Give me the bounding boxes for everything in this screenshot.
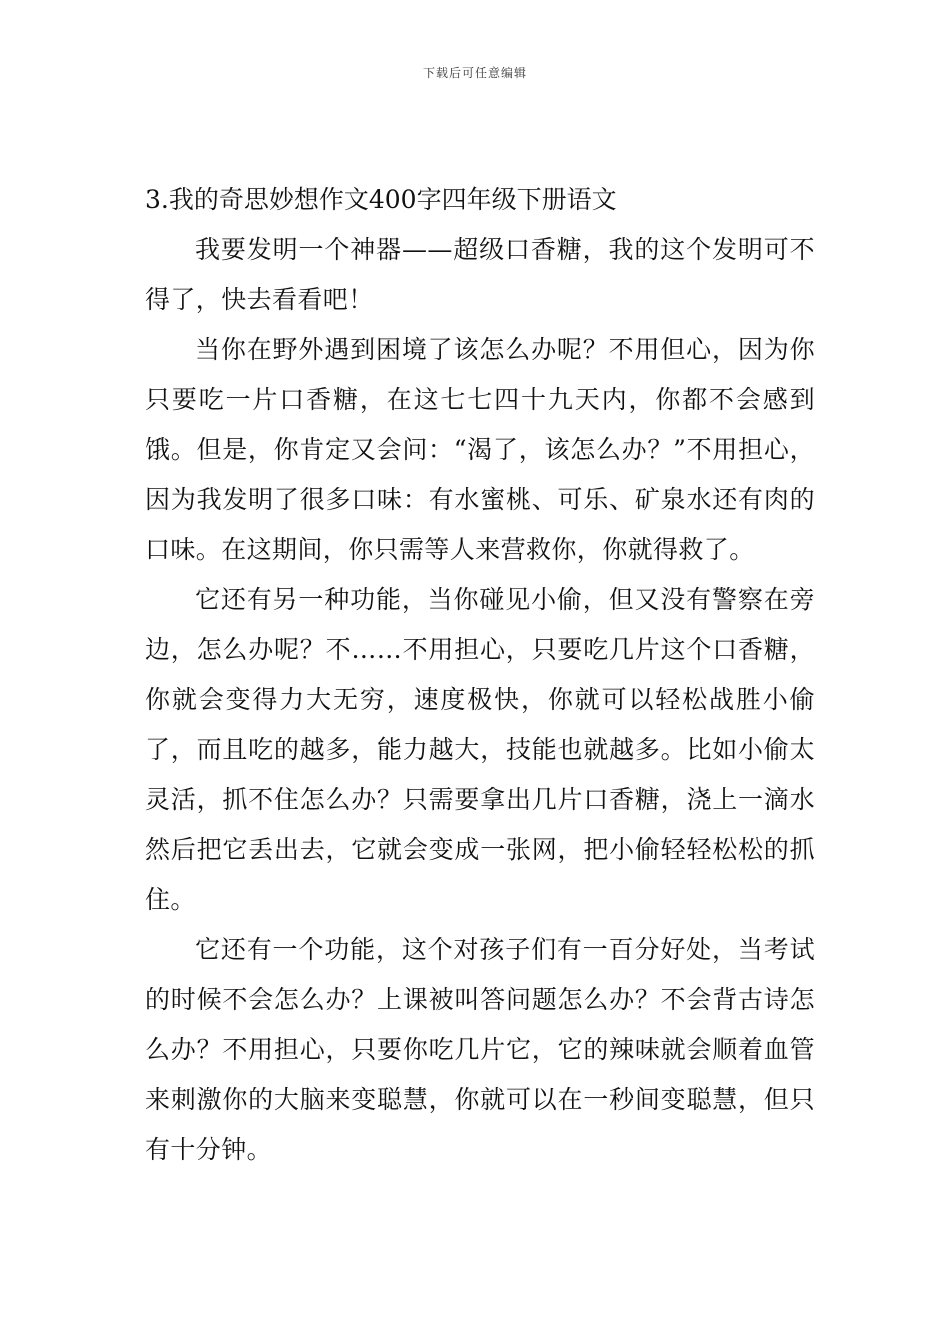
document-title: 3.我的奇思妙想作文400字四年级下册语文 (145, 185, 617, 214)
document-body (145, 175, 815, 1175)
header-note: 下载后可任意编辑 (422, 66, 527, 80)
paragraph: 它还有一个功能，这个对孩子们有一百分好处，当考试的时候不会怎么办？上课被叫答问题怎么办？不会背古诗怎么办？不用担心，只要你吃几片它，它的辣味就会顺着血管来刺激你的大脑来变聪慧，你就可以在一秒间变聪慧，但只有十分钟。 (145, 935, 815, 1164)
paragraph: 它还有另一种功能，当你碰见小偷，但又没有警察在旁边，怎么办呢？不……不用担心，只要吃几片这个口香糖，你就会变得力大无穷，速度极快，你就可以轻松战胜小偷了，而且吃的越多，能力越大，技能也就越多。比如小偷太灵活，抓不住怎么办？只需要拿出几片口香糖，浇上一滴水然后把它丢出去，它就会变成一张网，把小偷轻轻松松的抓住。 (145, 585, 815, 914)
paragraph: 当你在野外遇到困境了该怎么办呢？不用但心，因为你只要吃一片口香糖，在这七七四十九天内，你都不会感到饿。但是，你肯定又会问：“渴了，该怎么办？”不用担心，因为我发明了很多口味：有水蜜桃、可乐、矿泉水还有肉的口味。在这期间，你只需等人来营救你，你就得救了。 (145, 335, 815, 564)
paragraph: 我要发明一个神器——超级口香糖，我的这个发明可不得了，快去看看吧！ (145, 235, 815, 314)
